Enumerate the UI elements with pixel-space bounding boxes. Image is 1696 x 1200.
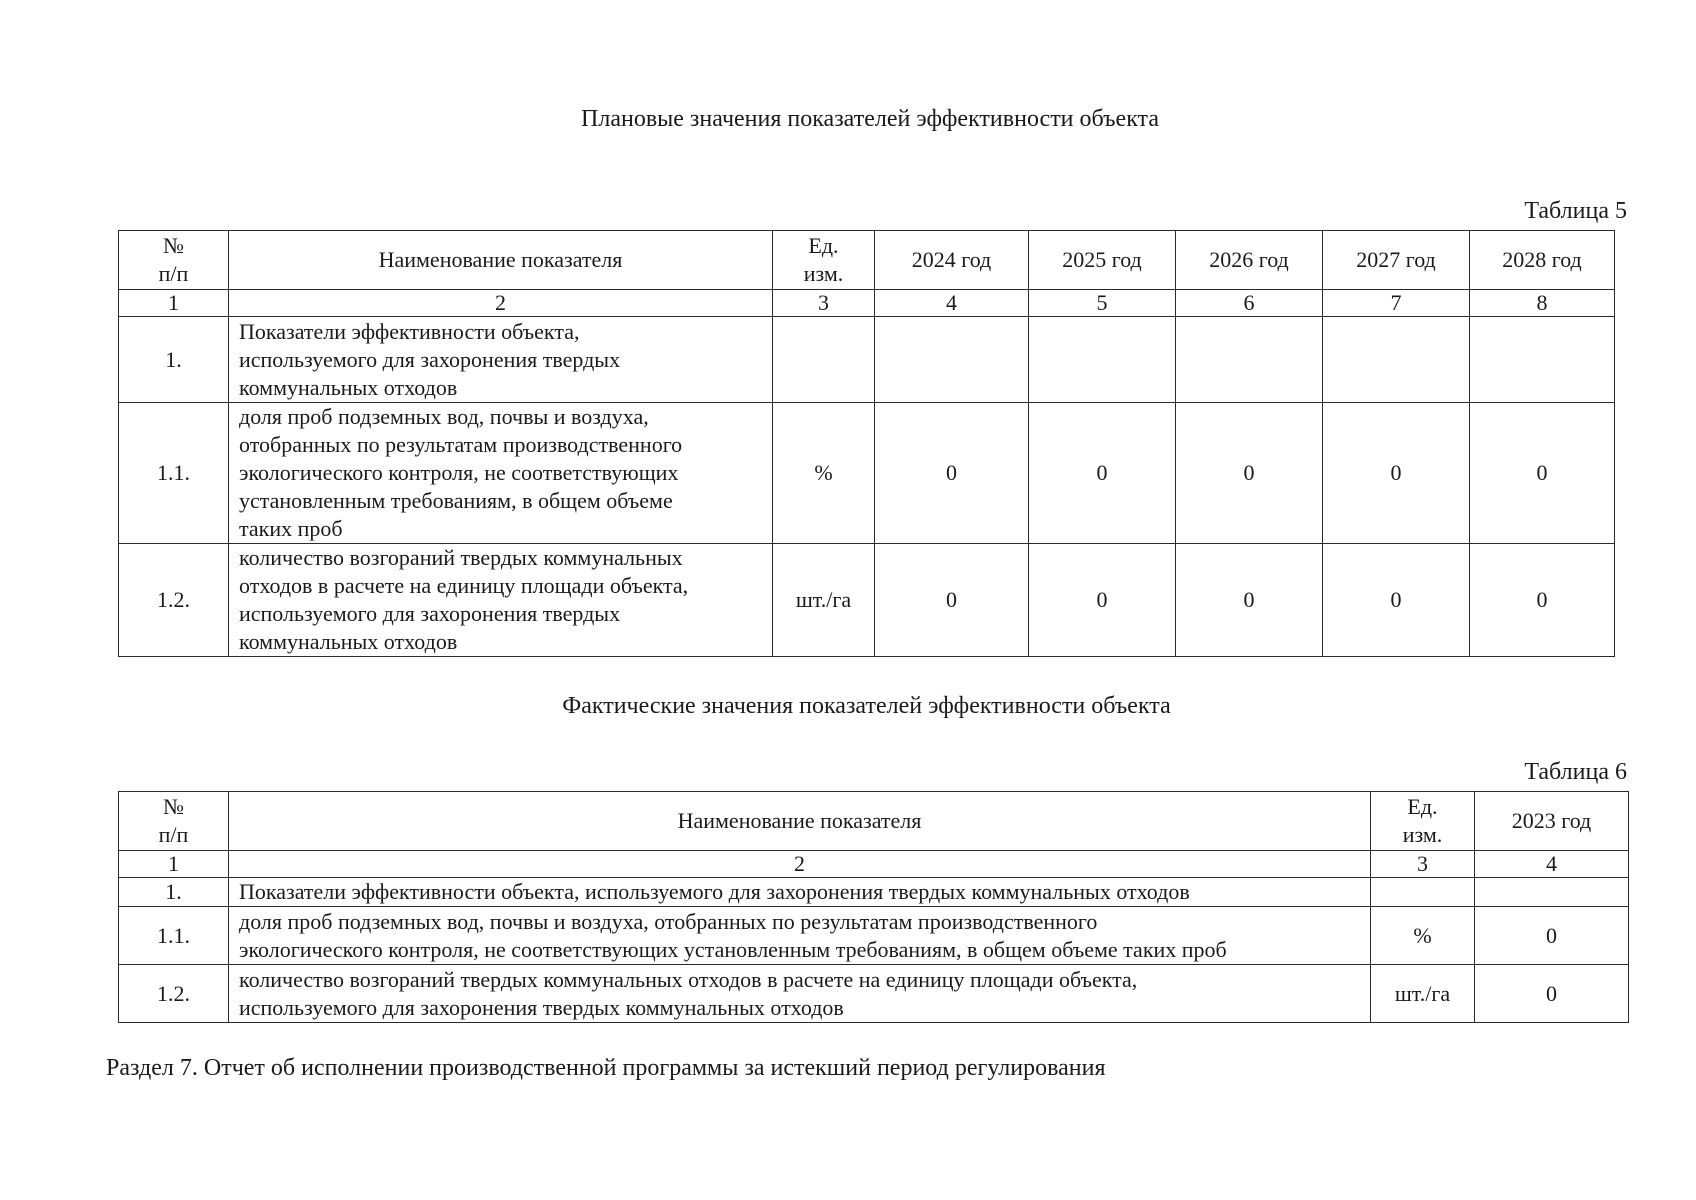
table-row xyxy=(119,907,1629,965)
row-number: 1.2. xyxy=(119,544,229,657)
unit-cell: % xyxy=(773,403,875,544)
table6-label: Таблица 6 xyxy=(1524,759,1627,785)
header-cell: 2028 год xyxy=(1470,231,1615,290)
index-cell: 6 xyxy=(1176,290,1323,317)
value-cell xyxy=(1470,317,1615,403)
row-number: 1. xyxy=(119,317,229,403)
header-cell: № п/п xyxy=(119,792,229,851)
value-cell xyxy=(875,317,1029,403)
table-row xyxy=(119,544,1615,657)
value-cell xyxy=(1323,317,1470,403)
row-number: 1. xyxy=(119,878,229,907)
table-row xyxy=(119,965,1629,1023)
header-cell: Наименование показателя xyxy=(229,792,1371,851)
value-cell: 0 xyxy=(1176,403,1323,544)
index-cell: 2 xyxy=(229,851,1371,878)
planned-values-table xyxy=(118,230,1615,657)
index-cell: 4 xyxy=(1475,851,1629,878)
indicator-name: доля проб подземных вод, почвы и воздуха, отобранных по результатам производственного экологического контроля, не соответствующих установленным требованиям, в общем объеме таких проб xyxy=(229,907,1371,965)
indicator-name: Показатели эффективности объекта, используемого для захоронения твердых коммунальных отходов xyxy=(229,317,773,403)
index-cell: 1 xyxy=(119,851,229,878)
header-cell: № п/п xyxy=(119,231,229,290)
section-heading: Раздел 7. Отчет об исполнении производственной программы за истекший период регулирования xyxy=(106,1055,1106,1081)
table-row xyxy=(119,878,1629,907)
index-cell: 2 xyxy=(229,290,773,317)
indicator-name: количество возгораний твердых коммунальных отходов в расчете на единицу площади объекта, используемого для захоронения твердых коммунальных отходов xyxy=(229,544,773,657)
value-cell: 0 xyxy=(875,403,1029,544)
value-cell: 0 xyxy=(1475,965,1629,1023)
index-cell: 3 xyxy=(773,290,875,317)
table-row xyxy=(119,403,1615,544)
header-cell: 2024 год xyxy=(875,231,1029,290)
row-number: 1.2. xyxy=(119,965,229,1023)
indicator-name: количество возгораний твердых коммунальных отходов в расчете на единицу площади объекта, используемого для захоронения твердых коммунальных отходов xyxy=(229,965,1371,1023)
table5-title: Плановые значения показателей эффективности объекта xyxy=(581,106,1159,132)
value-cell: 0 xyxy=(1470,544,1615,657)
table6-index-row xyxy=(119,851,1629,878)
actual-values-table xyxy=(118,791,1629,1023)
table5-label: Таблица 5 xyxy=(1524,198,1627,224)
table5-header-row xyxy=(119,231,1615,290)
header-cell: 2026 год xyxy=(1176,231,1323,290)
row-number: 1.1. xyxy=(119,403,229,544)
value-cell xyxy=(1475,878,1629,907)
index-cell: 1 xyxy=(119,290,229,317)
value-cell: 0 xyxy=(1176,544,1323,657)
value-cell: 0 xyxy=(1323,544,1470,657)
indicator-name: Показатели эффективности объекта, используемого для захоронения твердых коммунальных отходов xyxy=(229,878,1371,907)
value-cell: 0 xyxy=(1475,907,1629,965)
index-cell: 5 xyxy=(1029,290,1176,317)
value-cell: 0 xyxy=(1029,544,1176,657)
index-cell: 3 xyxy=(1371,851,1475,878)
header-cell: 2027 год xyxy=(1323,231,1470,290)
unit-cell: % xyxy=(1371,907,1475,965)
unit-cell xyxy=(1371,878,1475,907)
table5-index-row xyxy=(119,290,1615,317)
table-row xyxy=(119,317,1615,403)
value-cell: 0 xyxy=(1029,403,1176,544)
value-cell: 0 xyxy=(875,544,1029,657)
table6-header-row xyxy=(119,792,1629,851)
header-cell: 2023 год xyxy=(1475,792,1629,851)
header-cell: Ед. изм. xyxy=(1371,792,1475,851)
unit-cell: шт./га xyxy=(1371,965,1475,1023)
header-cell: 2025 год xyxy=(1029,231,1176,290)
value-cell xyxy=(1176,317,1323,403)
index-cell: 8 xyxy=(1470,290,1615,317)
table6-title: Фактические значения показателей эффективности объекта xyxy=(562,693,1171,719)
header-cell: Наименование показателя xyxy=(229,231,773,290)
unit-cell: шт./га xyxy=(773,544,875,657)
value-cell: 0 xyxy=(1323,403,1470,544)
index-cell: 4 xyxy=(875,290,1029,317)
value-cell: 0 xyxy=(1470,403,1615,544)
unit-cell xyxy=(773,317,875,403)
row-number: 1.1. xyxy=(119,907,229,965)
indicator-name: доля проб подземных вод, почвы и воздуха, отобранных по результатам производственного экологического контроля, не соответствующих установленным требованиям, в общем объеме таких проб xyxy=(229,403,773,544)
index-cell: 7 xyxy=(1323,290,1470,317)
header-cell: Ед. изм. xyxy=(773,231,875,290)
value-cell xyxy=(1029,317,1176,403)
